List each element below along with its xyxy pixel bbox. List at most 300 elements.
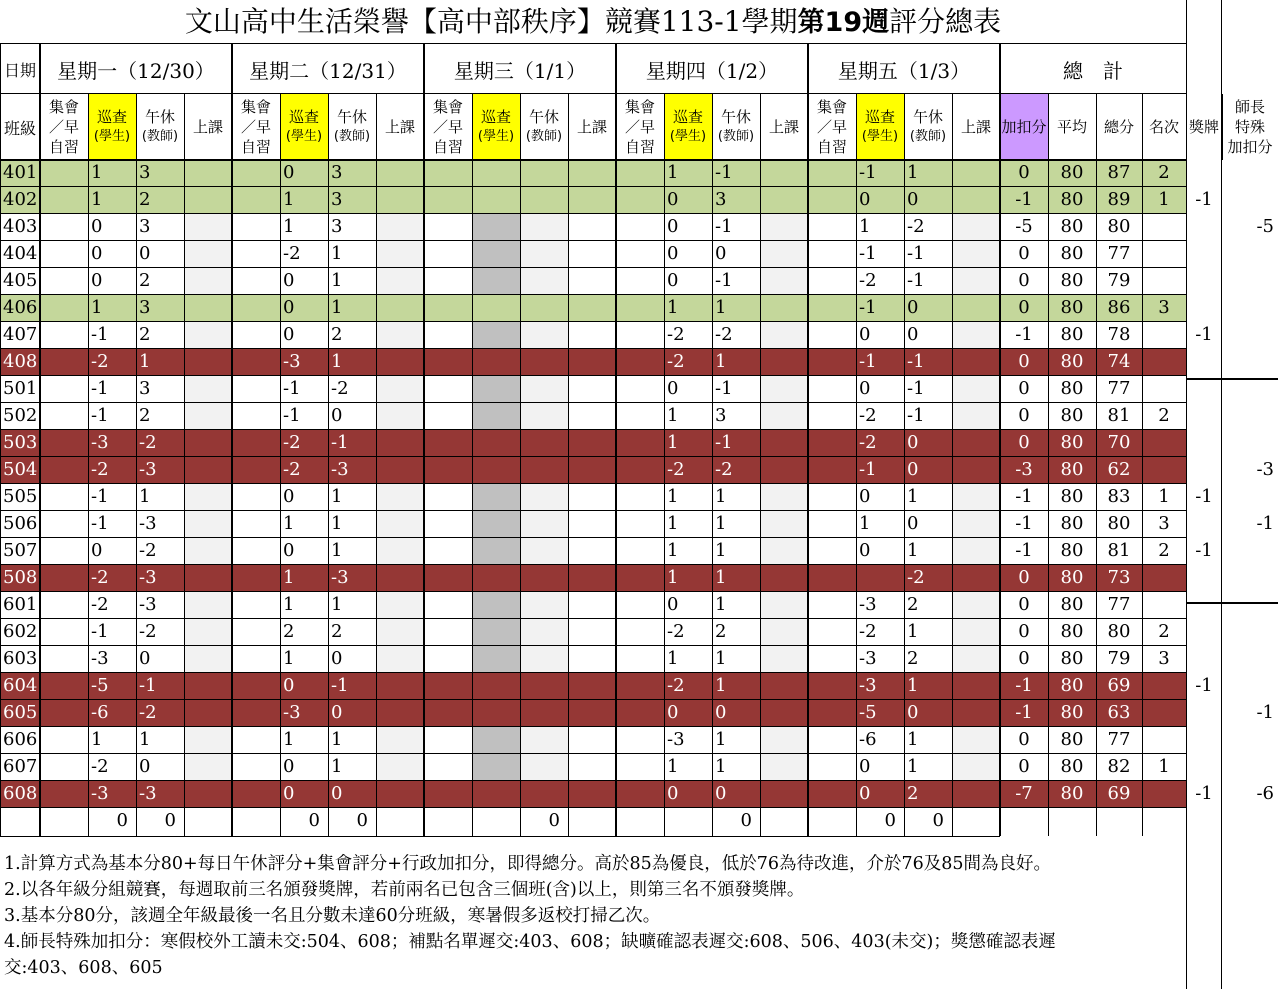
class-period-score — [376, 727, 424, 754]
nap-score: 0 — [904, 457, 952, 484]
class-period-score — [376, 484, 424, 511]
special-value — [1222, 403, 1278, 430]
nap-score — [520, 754, 568, 781]
assembly-score — [808, 322, 856, 349]
class-period-score — [568, 187, 616, 214]
patrol-score: -2 — [88, 457, 136, 484]
average-score: 80 — [1048, 187, 1096, 214]
row-line — [1000, 699, 1186, 700]
patrol-score: 2 — [280, 619, 328, 646]
nap-score: 1 — [328, 538, 376, 565]
day-header: 星期一（12/30） — [57, 58, 215, 83]
adjust-score: -3 — [1000, 457, 1048, 484]
row-line — [1000, 186, 1186, 187]
assembly-header-line: ／早 — [816, 118, 847, 136]
patrol-score: -6 — [856, 727, 904, 754]
average-score: 80 — [1060, 756, 1084, 777]
nap-score: 1 — [136, 349, 184, 376]
award-value: -1 — [1195, 783, 1213, 804]
assembly-score — [40, 268, 88, 295]
award-value — [1186, 268, 1222, 295]
patrol-score: -3 — [856, 673, 904, 700]
title-week: 第19週 — [797, 7, 890, 38]
nap-score — [520, 349, 568, 376]
column-line — [520, 94, 521, 836]
assembly-score — [808, 619, 856, 646]
row-line — [1000, 294, 1186, 295]
class-period-score — [952, 322, 1000, 349]
assembly-score — [424, 619, 472, 646]
nap-score: -2 — [136, 700, 184, 727]
class-period-score — [568, 673, 616, 700]
class-period-score — [184, 754, 232, 781]
patrol-score: 1 — [664, 754, 712, 781]
adjust-score: -1 — [1000, 673, 1048, 700]
average-score: 80 — [1060, 378, 1084, 399]
row-line — [1000, 807, 1186, 808]
assembly-score — [232, 673, 280, 700]
class-period-score — [760, 160, 808, 187]
assembly-score — [616, 592, 664, 619]
nap-score: -1 — [712, 430, 760, 457]
patrol-score: 0 — [856, 187, 904, 214]
assembly-score — [424, 781, 472, 808]
special-header-line: 師長 — [1234, 98, 1265, 116]
class-period-score — [184, 511, 232, 538]
rank: 3 — [1158, 513, 1170, 534]
class-period-score — [184, 700, 232, 727]
class-number: 608 — [0, 781, 40, 808]
nap-score — [520, 187, 568, 214]
class-period-score — [568, 457, 616, 484]
class-period-score — [568, 646, 616, 673]
patrol-score: -1 — [280, 403, 328, 430]
patrol-score: 0 — [88, 538, 136, 565]
nap-score: 2 — [328, 619, 376, 646]
day-header: 星期三（1/1） — [453, 58, 587, 83]
sum-bottom — [0, 836, 1000, 837]
patrol-score: -1 — [88, 403, 136, 430]
class-period-score — [952, 727, 1000, 754]
assembly-header-line: 集會 — [240, 98, 271, 116]
row-line — [1000, 483, 1186, 484]
class-period-score — [568, 727, 616, 754]
assembly-score — [616, 619, 664, 646]
adjust-score: -1 — [1015, 486, 1033, 507]
total-score: 77 — [1107, 594, 1131, 615]
nap-score: 3 — [136, 214, 184, 241]
class-period-score — [184, 322, 232, 349]
class-period-score — [184, 673, 232, 700]
row-line — [0, 591, 1000, 592]
patrol-score: -1 — [856, 241, 904, 268]
rank — [1142, 565, 1186, 592]
patrol-score: -1 — [856, 160, 904, 187]
class-period-score — [760, 781, 808, 808]
class-period-score — [952, 214, 1000, 241]
column-line — [999, 44, 1001, 836]
row-line — [0, 807, 1000, 808]
class-period-header: 上課 — [192, 118, 223, 136]
column-line — [664, 94, 665, 836]
rank — [1142, 592, 1186, 619]
class-number: 508 — [0, 565, 40, 592]
assembly-score — [232, 295, 280, 322]
assembly-score — [616, 754, 664, 781]
class-number: 501 — [3, 378, 38, 399]
assembly-header-line: 自習 — [48, 138, 79, 156]
nap-score: 1 — [712, 592, 760, 619]
special-value — [1222, 295, 1278, 322]
row-line — [1000, 564, 1186, 565]
class-period-score — [184, 160, 232, 187]
assembly-score — [40, 241, 88, 268]
row-line — [1000, 645, 1186, 646]
nap-score: -1 — [904, 268, 952, 295]
patrol-score: 0 — [664, 376, 712, 403]
adjust-score: 0 — [1018, 594, 1030, 615]
patrol-header — [664, 94, 712, 160]
award-header: 獎牌 — [1188, 118, 1219, 136]
day-header: 星期二（12/31） — [249, 58, 407, 83]
nap-score — [520, 457, 568, 484]
class-period-score — [184, 187, 232, 214]
assembly-header — [40, 94, 88, 160]
assembly-score — [808, 187, 856, 214]
class-period-score — [952, 349, 1000, 376]
assembly-score — [40, 754, 88, 781]
patrol-score — [472, 457, 520, 484]
patrol-score — [472, 403, 520, 430]
rank: 2 — [1158, 621, 1170, 642]
assembly-header-line: 自習 — [624, 138, 655, 156]
total-score: 81 — [1107, 540, 1131, 561]
assembly-score — [232, 565, 280, 592]
column-line — [856, 94, 857, 836]
special-value — [1222, 646, 1278, 673]
column-line — [1186, 0, 1187, 989]
assembly-score — [424, 511, 472, 538]
class-number: 406 — [0, 295, 40, 322]
nap-score: 0 — [904, 295, 952, 322]
patrol-score: -2 — [88, 754, 136, 781]
nap-score — [520, 403, 568, 430]
award-value — [1186, 295, 1222, 322]
nap-score: 2 — [136, 187, 184, 214]
row-line — [0, 240, 1000, 241]
special-value — [1222, 538, 1278, 565]
class-period-score — [568, 430, 616, 457]
column-line — [904, 94, 905, 836]
patrol-score: -2 — [88, 349, 136, 376]
patrol-score: -1 — [856, 349, 904, 376]
class-period-score — [568, 376, 616, 403]
nap-score: 1 — [712, 511, 760, 538]
nap-score: 3 — [136, 295, 184, 322]
class-period-score — [376, 592, 424, 619]
assembly-score — [232, 430, 280, 457]
average-score: 80 — [1060, 648, 1084, 669]
class-period-score — [184, 727, 232, 754]
rank: 3 — [1158, 648, 1170, 669]
award-value — [1186, 403, 1222, 430]
special-value: -6 — [1256, 783, 1274, 804]
assembly-score — [40, 484, 88, 511]
nap-score: 0 — [712, 241, 760, 268]
assembly-score — [616, 295, 664, 322]
adjust-score: 0 — [1018, 621, 1030, 642]
patrol-score: 1 — [88, 727, 136, 754]
patrol-score: 1 — [280, 565, 328, 592]
day-header: 星期五（1/3） — [837, 58, 971, 83]
patrol-header-line: 巡查 — [96, 108, 127, 126]
assembly-header — [616, 94, 664, 160]
class-number: 502 — [3, 405, 38, 426]
class-period-score — [760, 754, 808, 781]
patrol-score: -3 — [280, 700, 328, 727]
special-value — [1222, 187, 1278, 214]
class-period-score — [760, 403, 808, 430]
nap-score: 2 — [328, 322, 376, 349]
assembly-score — [424, 241, 472, 268]
class-period-score — [568, 781, 616, 808]
nap-score: -3 — [136, 511, 184, 538]
assembly-score — [808, 214, 856, 241]
nap-score: -2 — [712, 457, 760, 484]
nap-score — [520, 565, 568, 592]
class-number: 506 — [3, 513, 38, 534]
patrol-score: 1 — [280, 646, 328, 673]
assembly-score — [424, 592, 472, 619]
assembly-score — [40, 619, 88, 646]
patrol-header-line: (學生) — [93, 129, 131, 144]
assembly-score — [616, 484, 664, 511]
row-line — [1000, 591, 1186, 592]
special-value — [1222, 565, 1278, 592]
nap-header — [712, 94, 760, 160]
patrol-score: 0 — [88, 268, 136, 295]
nap-score: 1 — [712, 484, 760, 511]
assembly-score — [40, 376, 88, 403]
average-score: 80 — [1060, 270, 1084, 291]
class-period-score — [952, 781, 1000, 808]
assembly-score — [808, 781, 856, 808]
row-line — [0, 375, 1000, 376]
nap-score: 2 — [136, 322, 184, 349]
assembly-score — [232, 241, 280, 268]
patrol-score: -1 — [88, 484, 136, 511]
award-value: -1 — [1195, 189, 1213, 210]
class-period-score — [760, 646, 808, 673]
nap-header — [904, 94, 952, 160]
patrol-score: -3 — [88, 781, 136, 808]
assembly-score — [808, 727, 856, 754]
patrol-score: 1 — [856, 511, 904, 538]
patrol-score — [472, 214, 520, 241]
rank: 2 — [1142, 160, 1186, 187]
nap-score: -2 — [136, 619, 184, 646]
assembly-score — [232, 187, 280, 214]
class-period-score — [760, 187, 808, 214]
date-label: 日期 — [3, 60, 36, 80]
average-score: 80 — [1048, 457, 1096, 484]
column-line — [1048, 94, 1049, 836]
assembly-score — [808, 403, 856, 430]
class-number: 607 — [3, 756, 38, 777]
nap-score: -3 — [328, 457, 376, 484]
row-line — [0, 456, 1000, 457]
patrol-score: 0 — [664, 592, 712, 619]
class-period-score — [184, 781, 232, 808]
class-period-score — [952, 457, 1000, 484]
total-score-header: 總分 — [1103, 118, 1134, 136]
patrol-score — [472, 700, 520, 727]
special-value — [1222, 160, 1278, 187]
class-period-score — [760, 511, 808, 538]
patrol-score: 1 — [280, 187, 328, 214]
nap-score: 1 — [136, 484, 184, 511]
nap-score: 1 — [328, 511, 376, 538]
patrol-score: 1 — [664, 430, 712, 457]
nap-score — [520, 295, 568, 322]
total-score: 87 — [1096, 160, 1142, 187]
assembly-score — [232, 484, 280, 511]
row-line — [1000, 510, 1186, 511]
rank — [1142, 457, 1186, 484]
nap-score: -1 — [904, 241, 952, 268]
adjust-score: -1 — [1000, 187, 1048, 214]
assembly-score — [808, 430, 856, 457]
patrol-score: -1 — [88, 376, 136, 403]
patrol-score: 1 — [664, 646, 712, 673]
patrol-score — [472, 673, 520, 700]
patrol-score: -2 — [664, 349, 712, 376]
assembly-score — [40, 430, 88, 457]
nap-score: 3 — [328, 214, 376, 241]
average-score: 80 — [1048, 160, 1096, 187]
patrol-header-line: 巡查 — [864, 108, 895, 126]
nap-score: 1 — [904, 484, 952, 511]
total-score: 78 — [1107, 324, 1131, 345]
column-line — [136, 94, 137, 836]
assembly-score — [40, 322, 88, 349]
assembly-score — [616, 322, 664, 349]
column-line — [760, 94, 761, 836]
row-line — [1000, 726, 1186, 727]
assembly-score — [40, 565, 88, 592]
patrol-header-line: (學生) — [285, 129, 323, 144]
row-line — [1000, 456, 1186, 457]
special-value — [1222, 727, 1278, 754]
assembly-score — [424, 160, 472, 187]
award-value: -1 — [1195, 324, 1213, 345]
class-number: 605 — [0, 700, 40, 727]
patrol-score: -2 — [856, 403, 904, 430]
class-period-score — [952, 187, 1000, 214]
assembly-score — [424, 457, 472, 484]
patrol-score — [472, 754, 520, 781]
column-sum: 0 — [548, 810, 560, 831]
assembly-score — [40, 592, 88, 619]
patrol-score: -3 — [664, 727, 712, 754]
column-line — [568, 94, 569, 836]
adjust-score: 0 — [1000, 160, 1048, 187]
assembly-score — [424, 349, 472, 376]
average-score: 80 — [1048, 700, 1096, 727]
award-value — [1186, 349, 1222, 376]
column-sum: 0 — [932, 810, 944, 831]
assembly-score — [40, 727, 88, 754]
nap-score: 0 — [328, 781, 376, 808]
nap-score — [520, 538, 568, 565]
class-period-header: 上課 — [960, 118, 991, 136]
total-score: 80 — [1107, 621, 1131, 642]
special-header-line: 加扣分 — [1227, 138, 1273, 156]
total-score: 74 — [1096, 349, 1142, 376]
patrol-score: 0 — [664, 268, 712, 295]
adjust-header: 加扣分 — [1000, 94, 1048, 160]
nap-header-line: (教師) — [717, 129, 755, 144]
nap-header-line: 午休 — [720, 108, 751, 126]
assembly-score — [616, 700, 664, 727]
assembly-score — [616, 349, 664, 376]
assembly-score — [232, 322, 280, 349]
rank — [1142, 241, 1186, 268]
nap-score: -1 — [328, 673, 376, 700]
class-number: 505 — [3, 486, 38, 507]
rank — [1142, 214, 1186, 241]
class-period-score — [184, 646, 232, 673]
patrol-score: -1 — [88, 322, 136, 349]
class-period-score — [952, 268, 1000, 295]
column-line — [88, 94, 89, 836]
nap-score — [520, 160, 568, 187]
class-period-score — [568, 754, 616, 781]
class-period-score — [760, 592, 808, 619]
title-prefix: 文山高中生活榮譽【高中部秩序】競賽113-1學期 — [184, 5, 798, 38]
nap-score: 1 — [328, 592, 376, 619]
patrol-score: 0 — [856, 484, 904, 511]
nap-score: 1 — [904, 619, 952, 646]
row-line — [1000, 213, 1186, 214]
class-period-score — [760, 565, 808, 592]
nap-score: -3 — [136, 781, 184, 808]
class-period-score — [952, 565, 1000, 592]
adjust-score: 0 — [1018, 648, 1030, 669]
assembly-score — [232, 781, 280, 808]
patrol-score: 1 — [280, 214, 328, 241]
assembly-score — [424, 673, 472, 700]
nap-score: -1 — [136, 673, 184, 700]
assembly-header — [424, 94, 472, 160]
patrol-score — [472, 484, 520, 511]
nap-score: 0 — [328, 700, 376, 727]
patrol-score: 1 — [664, 538, 712, 565]
patrol-score: 0 — [280, 673, 328, 700]
class-period-score — [184, 457, 232, 484]
nap-score — [520, 619, 568, 646]
patrol-score: -1 — [280, 376, 328, 403]
patrol-score — [472, 430, 520, 457]
rank: 1 — [1142, 187, 1186, 214]
class-period-score — [184, 403, 232, 430]
patrol-score — [472, 187, 520, 214]
assembly-score — [808, 457, 856, 484]
assembly-score — [40, 295, 88, 322]
row-line — [1000, 672, 1186, 673]
class-period-score — [376, 646, 424, 673]
class-period-score — [376, 214, 424, 241]
